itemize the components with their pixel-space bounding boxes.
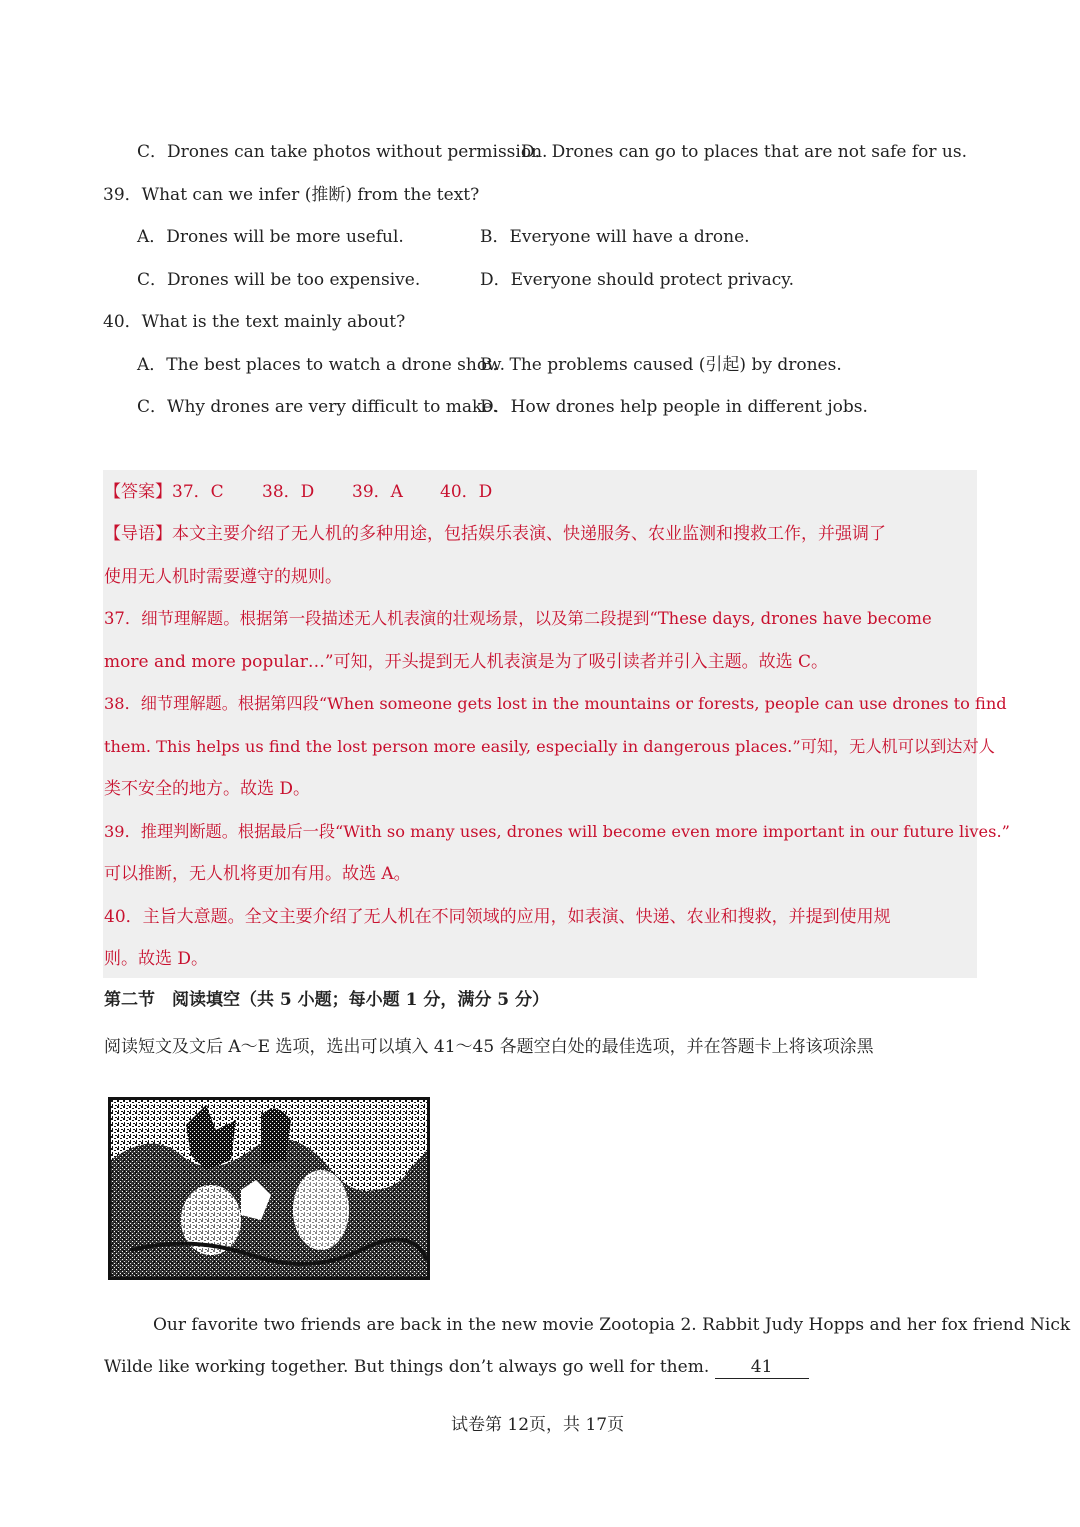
explanation-38-line-2: them. This helps us find the lost person more easily, especially in dangerous places.”可知，无人机可以到达对人	[104, 737, 995, 756]
explanation-38-line-1: 38．细节理解题。根据第四段“When someone gets lost in the mountains or forests, people can use drones to find	[104, 694, 1007, 713]
explanation-37-line-2: more and more popular…”可知，开头提到无人机表演是为了吸引读者并引入主题。故选 C。	[104, 652, 829, 672]
page-footer: 试卷第 12页，共 17页	[451, 1415, 625, 1435]
q39-stem: 39．What can we infer (推断) from the text?	[103, 185, 480, 205]
section-2-instruction: 阅读短文及文后 A～E 选项，选出可以填入 41～45 各题空白处的最佳选项，并在答题卡上将该项涂黑	[104, 1037, 874, 1057]
passage-line-2-text: Wilde like working together. But things don’t always go well for them.	[104, 1357, 710, 1377]
guide-line-1	[104, 523, 886, 545]
q40-stem: 40．What is the text mainly about?	[103, 312, 406, 332]
zootopia-illustration	[108, 1097, 430, 1280]
q38-option-c: C．Drones can take photos without permission.	[137, 142, 548, 162]
guide-line-2: 使用无人机时需要遵守的规则。	[104, 567, 342, 587]
passage-line-1: Our favorite two friends are back in the new movie Zootopia 2. Rabbit Judy Hopps and her fox friend Nick	[153, 1315, 1071, 1335]
explanation-38-line-3: 类不安全的地方。故选 D。	[104, 779, 311, 799]
answer-39: 39．A	[352, 482, 403, 502]
answer-38: 38．D	[262, 482, 315, 502]
answer-explanation-box	[103, 470, 977, 978]
q40-option-b: B．The problems caused (引起) by drones.	[480, 355, 842, 375]
section-2-title: 第二节 阅读填空（共 5 小题；每小题 1 分，满分 5 分）	[104, 990, 549, 1010]
q40-option-a: A．The best places to watch a drone show.	[137, 355, 505, 375]
answer-label: 【答案】	[104, 482, 172, 502]
explanation-37-line-1: 37．细节理解题。根据第一段描述无人机表演的壮观场景，以及第二段提到“These days, drones have become	[104, 609, 932, 628]
blank-41[interactable]: 41	[715, 1356, 809, 1379]
answer-40: 40．D	[440, 482, 493, 502]
answer-key-row	[104, 481, 492, 503]
explanation-39-line-1: 39．推理判断题。根据最后一段“With so many uses, drones will become even more important in our future lives.”	[104, 822, 1010, 841]
q38-option-d: D．Drones can go to places that are not safe for us.	[521, 142, 967, 162]
explanation-40-line-2: 则。故选 D。	[104, 949, 209, 969]
passage-line-2	[104, 1356, 809, 1379]
q39-option-d: D．Everyone should protect privacy.	[480, 270, 795, 290]
answer-37: 37．C	[172, 482, 224, 502]
explanation-40-line-1: 40．主旨大意题。全文主要介绍了无人机在不同领域的应用，如表演、快递、农业和搜救，并提到使用规	[104, 907, 891, 927]
q40-option-c: C．Why drones are very difficult to make.	[137, 397, 498, 417]
guide-label: 【导语】	[104, 524, 172, 544]
q39-option-c: C．Drones will be too expensive.	[137, 270, 421, 290]
q39-option-a: A．Drones will be more useful.	[137, 227, 404, 247]
explanation-39-line-2: 可以推断，无人机将更加有用。故选 A。	[104, 864, 411, 884]
q39-option-b: B．Everyone will have a drone.	[480, 227, 750, 247]
illustration-artwork	[111, 1100, 427, 1277]
guide-text-1: 本文主要介绍了无人机的多种用途，包括娱乐表演、快递服务、农业监测和搜救工作，并强调了	[172, 524, 886, 544]
q40-option-d: D．How drones help people in different jobs.	[480, 397, 868, 417]
